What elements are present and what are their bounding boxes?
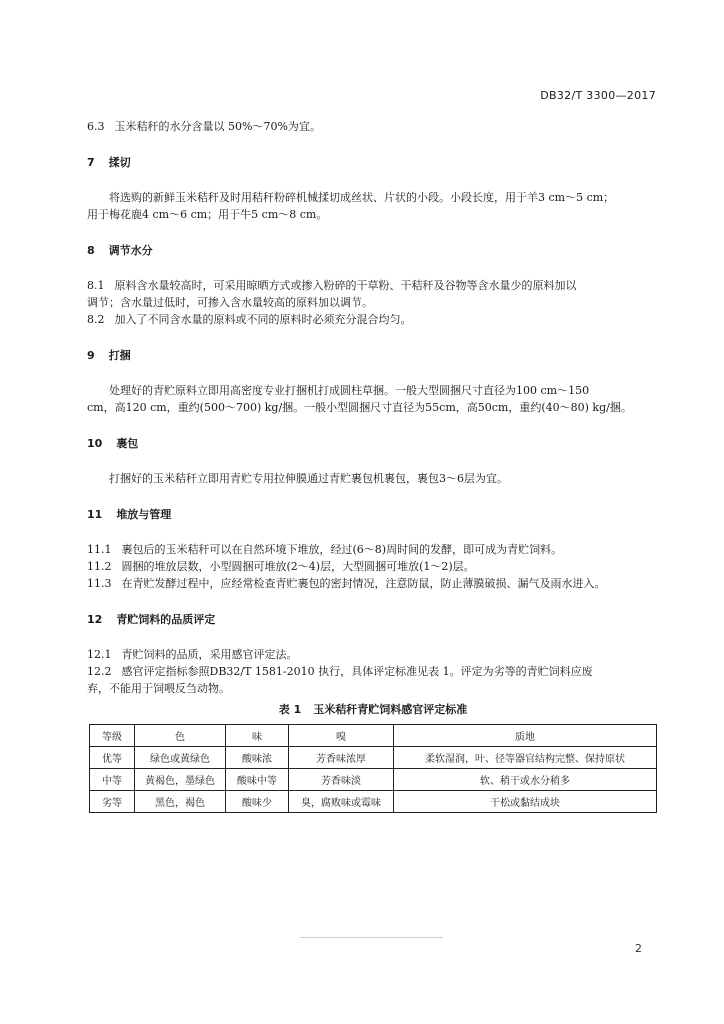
section-9-heading [87, 347, 659, 364]
section-title: 青贮饲料的品质评定 [116, 613, 216, 626]
cell-smell: 臭，腐败味或霉味 [289, 791, 394, 813]
section-7-heading [87, 154, 659, 171]
table-number: 表 1 [278, 703, 302, 716]
paragraph-line: 处理好的青贮原料立即用高密度专业打捆机打成圆柱草捆。一般大型圆捆尺寸直径为100 cm～150 [109, 384, 590, 397]
cell-texture: 柔软湿润，叶、径等器官结构完整、保持原状 [394, 747, 657, 769]
section-number: 10 [87, 437, 103, 450]
header-grade: 等级 [90, 725, 135, 747]
section-number: 12 [87, 613, 103, 626]
table-header-row [90, 725, 657, 747]
section-9-paragraph [87, 382, 659, 416]
section-title: 揉切 [108, 156, 131, 169]
clause-number: 6.3 [87, 120, 105, 133]
clause-8-1 [87, 277, 659, 311]
clause-12-1 [87, 646, 659, 663]
clause-text: 圆捆的堆放层数，小型圆捆可堆放(2～4)层，大型圆捆可堆放(1～2)层。 [121, 560, 475, 573]
clause-11-2 [87, 558, 659, 575]
clause-number: 12.2 [87, 665, 112, 678]
section-number: 7 [87, 156, 95, 169]
clause-number: 8.1 [87, 279, 105, 292]
table-1-title [87, 701, 659, 718]
clause-text: 裹包后的玉米秸秆可以在自然环境下堆放，经过(6～8)周时间的发酵，即可成为青贮饲料。 [121, 543, 563, 556]
clause-number: 11.1 [87, 543, 112, 556]
clause-text: 玉米秸秆的水分含量以 50%～70%为宜。 [114, 120, 321, 133]
footer-divider [300, 937, 443, 938]
cell-smell: 芳香味浓厚 [289, 747, 394, 769]
page-number: 2 [635, 942, 642, 955]
clause-number: 11.3 [87, 577, 112, 590]
section-title: 裹包 [116, 437, 139, 450]
section-title: 调节水分 [108, 244, 153, 257]
section-title: 打捆 [108, 349, 131, 362]
section-8-heading [87, 242, 659, 259]
sensory-evaluation-table [89, 724, 657, 813]
section-number: 11 [87, 508, 103, 521]
header-taste: 味 [226, 725, 289, 747]
table-row [90, 747, 657, 769]
table-row [90, 769, 657, 791]
clause-12-2 [87, 663, 659, 697]
clause-line: 感官评定指标参照DB32/T 1581-2010 执行，具体评定标准见表 1。评定为劣等的青贮饲料应废 [121, 665, 593, 678]
cell-color: 绿色或黄绿色 [135, 747, 226, 769]
cell-smell: 芳香味淡 [289, 769, 394, 791]
header-smell: 嗅 [289, 725, 394, 747]
cell-grade: 优等 [90, 747, 135, 769]
clause-text: 青贮饲料的品质，采用感官评定法。 [121, 648, 298, 661]
section-11-heading [87, 506, 659, 523]
section-10-heading [87, 435, 659, 452]
clause-number: 11.2 [87, 560, 112, 573]
cell-taste: 酸味浓 [226, 747, 289, 769]
section-10-paragraph: 打捆好的玉米秸秆立即用青贮专用拉伸膜通过青贮裹包机裹包，裹包3～6层为宜。 [109, 472, 508, 485]
clause-text: 在青贮发酵过程中，应经常检查青贮裹包的密封情况，注意防鼠，防止薄膜破损、漏气及雨水进入。 [121, 577, 606, 590]
table-caption: 玉米秸秆青贮饲料感官评定标准 [313, 703, 468, 716]
header-texture: 质地 [394, 725, 657, 747]
clause-8-2 [87, 311, 659, 328]
clause-line: 原料含水量较高时，可采用晾晒方式或掺入粉碎的干草粉、干秸秆及谷物等含水量少的原料加以 [114, 279, 577, 292]
cell-grade: 劣等 [90, 791, 135, 813]
cell-taste: 酸味中等 [226, 769, 289, 791]
clause-11-1 [87, 541, 659, 558]
standard-code: DB32/T 3300—2017 [540, 89, 656, 102]
section-number: 8 [87, 244, 95, 257]
cell-color: 黑色，褐色 [135, 791, 226, 813]
clause-line: 弃，不能用于饲喂反刍动物。 [87, 682, 230, 695]
section-7-paragraph [87, 189, 659, 223]
paragraph-line: cm，高120 cm，重约(500～700) kg/捆。一般小型圆捆尺寸直径为55cm，高50cm，重约(40～80) kg/捆。 [87, 401, 632, 414]
clause-11-3 [87, 575, 659, 592]
section-12-heading [87, 611, 659, 628]
clause-line: 调节；含水量过低时，可掺入含水量较高的原料加以调节。 [87, 296, 373, 309]
cell-texture: 软、稍干或水分稍多 [394, 769, 657, 791]
paragraph-line: 用于梅花鹿4 cm～6 cm；用于牛5 cm～8 cm。 [87, 208, 328, 221]
section-number: 9 [87, 349, 95, 362]
cell-taste: 酸味少 [226, 791, 289, 813]
cell-grade: 中等 [90, 769, 135, 791]
paragraph-line: 将选购的新鲜玉米秸秆及时用秸秆粉碎机械揉切成丝状、片状的小段。小段长度，用于羊3 cm～5 cm； [109, 191, 615, 204]
header-color: 色 [135, 725, 226, 747]
table-row [90, 791, 657, 813]
page-content [87, 118, 659, 813]
clause-6-3 [87, 118, 659, 135]
cell-texture: 干松或黏结成块 [394, 791, 657, 813]
clause-number: 8.2 [87, 313, 105, 326]
section-title: 堆放与管理 [116, 508, 172, 521]
clause-number: 12.1 [87, 648, 112, 661]
clause-text: 加入了不同含水量的原料或不同的原料时必须充分混合均匀。 [114, 313, 412, 326]
cell-color: 黄褐色，墨绿色 [135, 769, 226, 791]
